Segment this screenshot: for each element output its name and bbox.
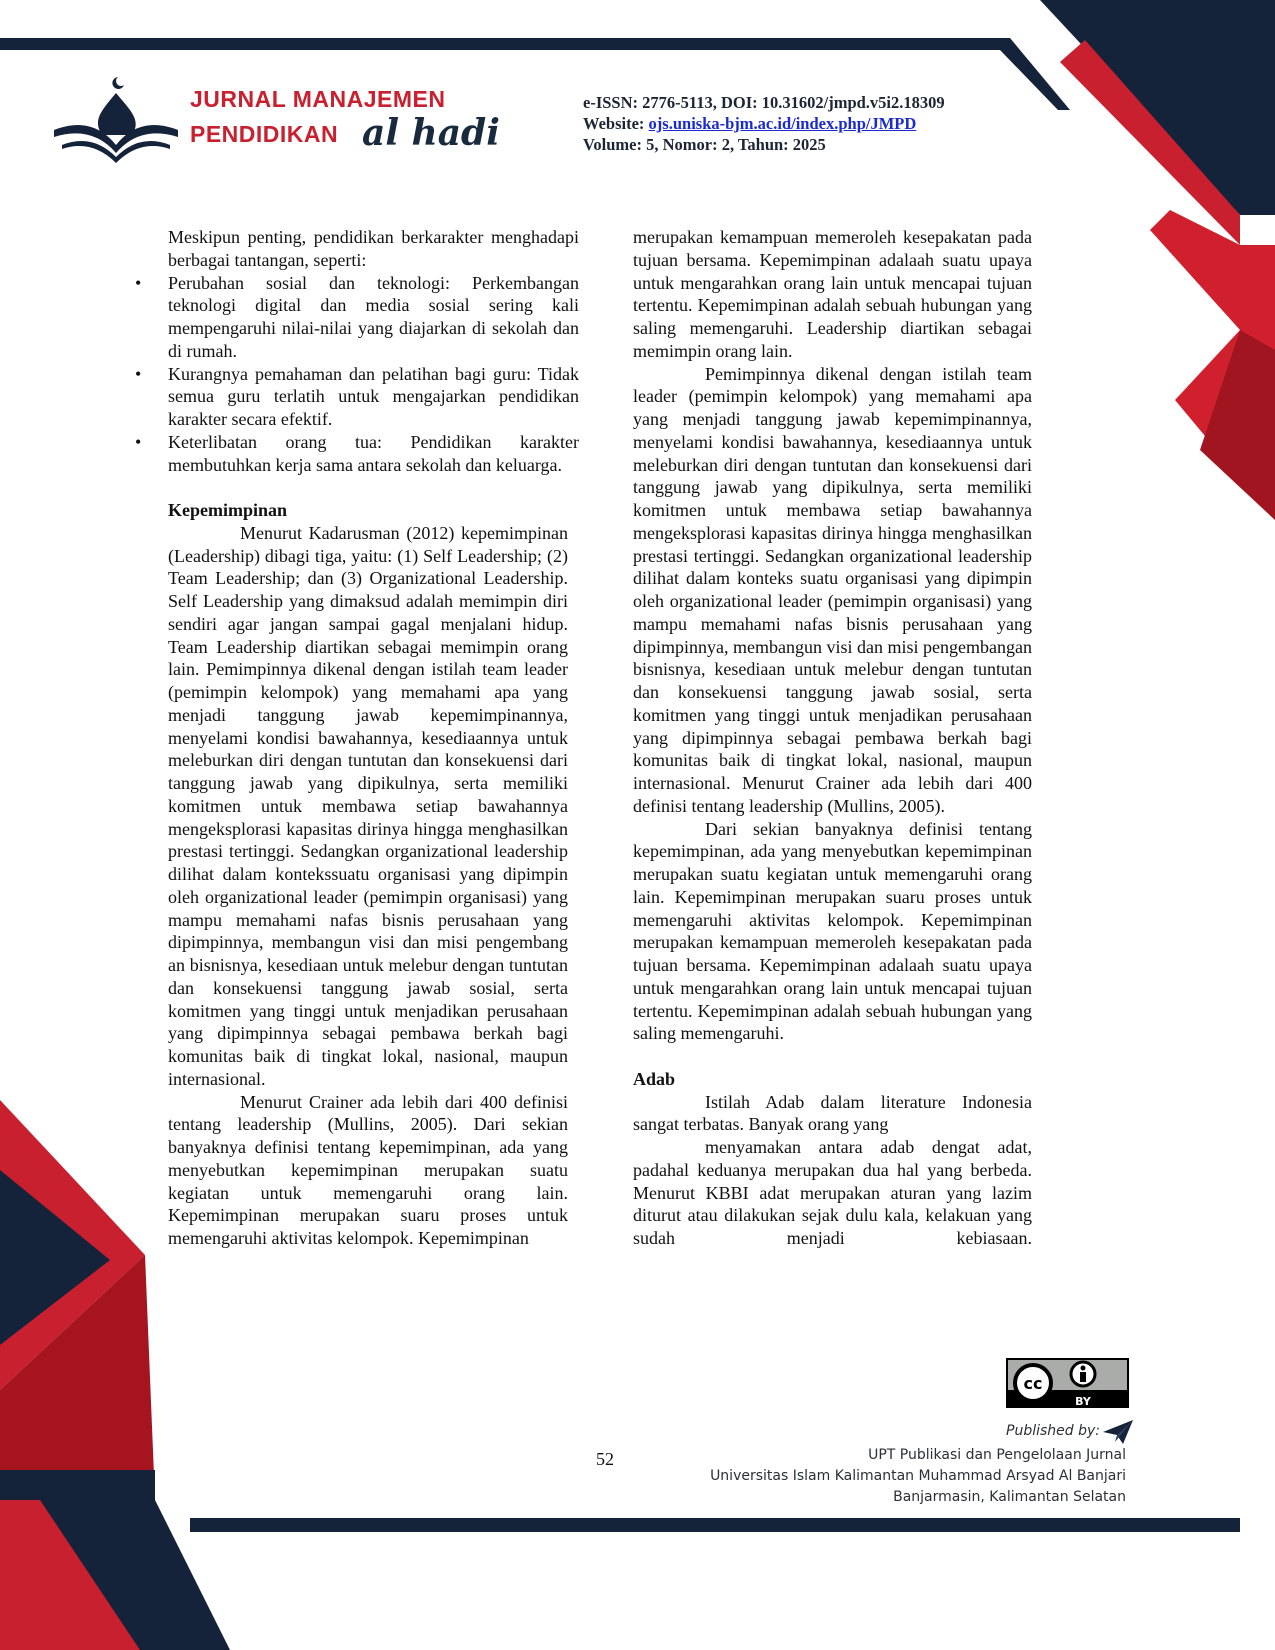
dome-icon — [98, 93, 136, 135]
body-paragraph: Menurut Kadarusman (2012) kepemimpinan (Leadership) dibagi tiga, yaitu: (1) Self Leadership; (2) Team Leadership; dan (3) Organizational Leadership. Self Leadership yang dimaksud adalah memimpin diri sendiri agar jangan sampai gagal menjalani hidup. Team Leadership diartikan sebagai memimpin orang lain. Pemimpinnya dikenal dengan istilah team leader (pemimpin kelompok) yang memahami apa yang menjadi tanggung jawab kepemimpinannya, menyelami kondisi bawahannya, kesediaannya untuk meleburkan diri dengan tuntutan dan konsekuensi dari tanggung jawab yang dipikulnya, serta memiliki komitmen untuk membawa setiap bawahannya mengeksplorasi kapasitas dirinya hingga menghasilkan prestasi tertinggi. Sedangkan organizational leadership dilihat dalam kontekssuatu organisasi yang dipimpin oleh organizational leader (pemimpin organisasi) yang mampu memahami nafas bisnis perusahaan yang dipimpinnya, membangun visi dan misi pengembang an bisnisnya, kesediaan untuk melebur dengan tuntutan dan konsekuensi tanggung jawab sosial, serta komitmen yang tinggi untuk menjadikan perusahaan yang dipimpinnya sebagai pembawa berkah bagi komunitas baik di tingkat lokal, nasional, maupun internasional. — [168, 522, 568, 1089]
intro-paragraph: Meskipun penting, pendidikan berkarakter menghadapi berbagai tantangan, seperti: — [168, 227, 579, 270]
body-paragraph: menyamakan antara adab dengat adat, padahal keduanya merupakan dua hal yang berbeda. Menurut KBBI adat merupakan aturan yang lazim diturut atau dilakukan sejak dulu kala, kelakuan yang sudah menjadi kebiasaan. — [633, 1137, 1032, 1248]
body-paragraph: merupakan kemampuan memeroleh kesepakatan pada tujuan bersama. Kepemimpinan adalaah suatu upaya untuk mengarahkan orang lain untuk mencapai tujuan tertentu. Kepemimpinan adalah sebuah hubungan yang saling memengaruhi. Leadership diartikan sebagai memimpin orang lain. — [633, 227, 1032, 361]
issn-doi: e-ISSN: 2776-5113, DOI: 10.31602/jmpd.v5i2.18309 — [583, 93, 945, 112]
publisher-line: Banjarmasin, Kalimantan Selatan — [893, 1489, 1126, 1505]
bottom-navy-band — [190, 1518, 1240, 1532]
svg-text:cc: cc — [1023, 1374, 1043, 1393]
list-item: • Kurangnya pemahaman dan pelatihan bagi guru: Tidak semua guru terlatih untuk mengajarkan pendidikan karakter secara efektif. — [168, 363, 579, 431]
body-paragraph: Menurut Crainer ada lebih dari 400 definisi tentang leadership (Mullins, 2005). Dari sekian banyaknya definisi tentang kepemimpinan, ada yang menyebutkan kepemimpinan merupakan suatu kegiatan untuk memengaruhi orang lain. Kepemimpinan merupakan suaru proses untuk memengaruhi aktivitas kelompok. Kepemimpinan — [168, 1091, 568, 1248]
list-item: • Perubahan sosial dan teknologi: Perkembangan teknologi digital dan media sosial sering kali mempengaruhi nilai-nilai yang diajarkan di sekolah dan di rumah. — [168, 272, 579, 363]
journal-meta — [583, 92, 945, 155]
journal-name-line1: JURNAL MANAJEMEN — [190, 86, 446, 112]
challenges-list — [168, 272, 579, 477]
volume-info: Volume: 5, Nomor: 2, Tahun: 2025 — [583, 135, 826, 154]
journal-name-script: al hadi — [362, 112, 500, 154]
cc-by-license-badge[interactable] — [1006, 1358, 1129, 1408]
published-by-label: Published by: — [1006, 1423, 1100, 1439]
website-link[interactable]: ojs.uniska-bjm.ac.id/index.php/JMPD — [648, 114, 917, 133]
website-label: Website: — [583, 114, 649, 133]
top-right-navy-corner — [1040, 0, 1275, 215]
journal-name-line2: PENDIDIKAN — [190, 121, 339, 147]
right-red-ribbon-low — [1200, 330, 1275, 520]
page-number: 52 — [596, 1449, 614, 1469]
body-paragraph: Pemimpinnya dikenal dengan istilah team leader (pemimpin kelompok) yang memahami apa yang menjadi tanggung jawab kepemimpinannya, menyelami kondisi bawahannya, kesediaannya untuk meleburkan diri dengan tuntutan dan konsekuensi dari tanggung jawab yang dipikulnya, serta memiliki komitmen untuk membawa setiap bawahannya mengeksplorasi kapasitas dirinya hingga menghasilkan prestasi tertinggi. Sedangkan organizational leadership dilihat dalam konteks suatu organisasi yang dipimpin oleh organizational leader (pemimpin organisasi) yang mampu memahami nafas bisnis perusahaan yang dipimpinnya, membangun visi dan misi pengembangan bisnisnya, kesediaan untuk melebur dengan tuntutan dan konsekuensi tanggung jawab sosial, serta komitmen yang tinggi untuk menjadikan perusahaan yang dipimpinnya sebagai pembawa berkah bagi komunitas baik di tingkat lokal, nasional, maupun internasional. Menurut Crainer ada lebih dari 400 definisi tentang leadership (Mullins, 2005). — [633, 363, 1032, 816]
body-paragraph: Dari sekian banyaknya definisi tentang kepemimpinan, ada yang menyebutkan kepemimpinan merupakan suatu kegiatan untuk memengaruhi orang lain. Kepemimpinan merupakan suaru proses untuk memengaruhi aktivitas kelompok. Kepemimpinan merupakan kemampuan memeroleh kesepakatan pada tujuan bersama. Kepemimpinan adalaah suatu upaya untuk mengarahkan orang lain untuk mencapai tujuan tertentu. Kepemimpinan adalah sebuah hubungan yang saling memengaruhi. — [633, 818, 1032, 1044]
section-heading-adab: Adab — [633, 1068, 676, 1089]
publisher-line: UPT Publikasi dan Pengelolaan Jurnal — [868, 1447, 1126, 1463]
website-line — [583, 113, 945, 134]
publisher-line: Universitas Islam Kalimantan Muhammad Arsyad Al Banjari — [710, 1468, 1126, 1484]
list-item: • Keterlibatan orang tua: Pendidikan karakter membutuhkan kerja sama antara sekolah dan keluarga. — [168, 431, 579, 477]
license-badge-label: BY — [1075, 1395, 1091, 1408]
paper-plane-icon — [1103, 1420, 1133, 1444]
right-column — [633, 226, 1032, 1250]
left-column — [168, 226, 579, 1250]
crescent-icon — [112, 77, 124, 89]
section-heading-kepemimpinan: Kepemimpinan — [168, 500, 288, 520]
body-paragraph: Istilah Adab dalam literature Indonesia sangat terbatas. Banyak orang yang — [633, 1091, 1032, 1135]
